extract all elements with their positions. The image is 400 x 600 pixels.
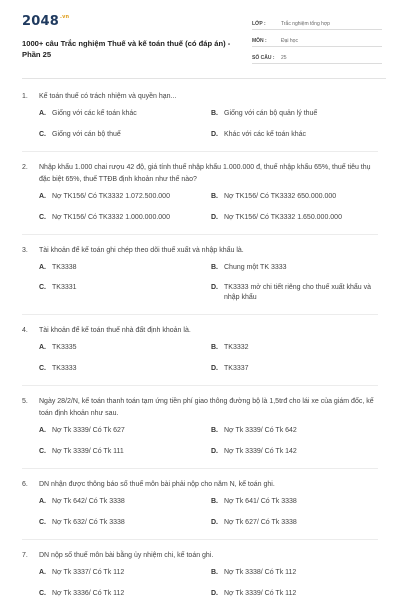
question-item [22, 479, 378, 528]
option-letter: A. [39, 569, 46, 576]
option-text: Giống với cán bộ thuế [52, 131, 121, 138]
option-text: TK3332 [224, 344, 249, 351]
option-text: Chung một TK 3333 [224, 264, 287, 271]
question-divider [22, 314, 378, 315]
question-header [22, 162, 378, 186]
answer-option[interactable] [39, 447, 211, 457]
answer-option[interactable] [39, 568, 211, 578]
option-grid [39, 109, 378, 140]
answer-option[interactable] [39, 364, 211, 374]
option-letter: D. [211, 214, 218, 221]
header [22, 14, 382, 72]
answer-option[interactable] [211, 589, 383, 599]
question-number: 7. [22, 552, 28, 559]
option-text: Nợ TK156/ Có TK3332 1.650.000.000 [224, 214, 342, 221]
option-letter: D. [211, 590, 218, 597]
answer-option[interactable] [39, 192, 211, 202]
meta-row-count [252, 50, 382, 64]
option-letter: B. [211, 344, 218, 351]
answer-option[interactable] [211, 426, 383, 436]
question-number: 1. [22, 93, 28, 100]
answer-option[interactable] [211, 213, 383, 223]
option-text: Giống với các kế toán khác [52, 110, 137, 117]
question-divider [22, 234, 378, 235]
question-item [22, 245, 378, 303]
option-letter: A. [39, 498, 46, 505]
option-text: Nợ Tk 3339/ Có Tk 111 [52, 448, 124, 455]
question-item [22, 162, 378, 223]
question-divider [22, 539, 378, 540]
meta-row-subject [252, 33, 382, 47]
answer-option[interactable] [39, 497, 211, 507]
answer-option[interactable] [211, 518, 383, 528]
question-text: Kế toán thuế có trách nhiệm và quyền hạn... [39, 93, 177, 100]
answer-option[interactable] [39, 426, 211, 436]
answer-option[interactable] [39, 130, 211, 140]
question-text: Nhập khẩu 1.000 chai rượu 42 độ, giá tính thuế nhập khẩu 1.000.000 đ, thuế nhập khẩu 65%, thuế tiêu thụ đặc biệt 65%, thuế TTĐB định khoản như thế nào? [39, 164, 371, 183]
answer-option[interactable] [39, 589, 211, 599]
question-text: DN nộp số thuế môn bài bằng ủy nhiệm chi, kế toán ghi. [39, 552, 214, 559]
option-letter: D. [211, 284, 218, 291]
option-text: Nợ Tk 3338/ Có Tk 112 [224, 569, 297, 576]
answer-option[interactable] [211, 283, 383, 303]
meta-panel [252, 14, 382, 72]
answer-option[interactable] [211, 364, 383, 374]
answer-option[interactable] [211, 343, 383, 353]
option-letter: A. [39, 344, 46, 351]
option-letter: C. [39, 448, 46, 455]
question-number: 4. [22, 327, 28, 334]
question-divider [22, 385, 378, 386]
option-letter: C. [39, 365, 46, 372]
question-header [22, 396, 378, 420]
option-text: Nợ TK156/ Có TK3332 1.000.000.000 [52, 214, 170, 221]
option-text: Nợ Tk 3339/ Có Tk 112 [224, 590, 297, 597]
option-text: Nợ Tk 3339/ Có Tk 642 [224, 427, 297, 434]
question-text: Ngày 28/2/N, kế toán thanh toán tạm ứng tiền phí giao thông đường bộ là 1,5trđ cho lái xe của giám đốc, kế toán định khoản như sau. [39, 398, 374, 417]
meta-value: Đại học [281, 38, 298, 44]
option-text: TK3333 [52, 365, 77, 372]
answer-option[interactable] [39, 109, 211, 119]
option-letter: A. [39, 110, 46, 117]
option-text: Khác với các kế toán khác [224, 131, 307, 138]
question-item [22, 550, 378, 599]
option-text: Nợ Tk 3339/ Có Tk 627 [52, 427, 125, 434]
question-number: 3. [22, 247, 28, 254]
answer-option[interactable] [211, 568, 383, 578]
option-text: Nợ Tk 3337/ Có Tk 112 [52, 569, 125, 576]
question-item [22, 396, 378, 457]
option-grid [39, 192, 378, 223]
option-letter: B. [211, 569, 218, 576]
question-text: DN nhận được thông báo số thuế môn bài phải nộp cho năm N, kế toán ghi. [39, 481, 275, 488]
option-letter: D. [211, 519, 218, 526]
option-letter: D. [211, 365, 218, 372]
question-header [22, 91, 378, 103]
meta-label: SỐ CÂU : [252, 55, 275, 61]
option-letter: A. [39, 193, 46, 200]
answer-option[interactable] [211, 497, 383, 507]
option-grid [39, 263, 378, 303]
logo-text: 2048 [22, 14, 59, 29]
option-letter: A. [39, 264, 46, 271]
answer-option[interactable] [211, 109, 383, 119]
option-text: TK3337 [224, 365, 249, 372]
question-header [22, 550, 378, 562]
option-text: Nợ Tk 632/ Có Tk 3338 [52, 519, 125, 526]
option-grid [39, 343, 378, 374]
meta-label: LỚP : [252, 21, 266, 27]
option-letter: C. [39, 131, 46, 138]
question-text: Tài khoản để kế toán ghi chép theo dõi thuế xuất và nhập khẩu là. [39, 247, 244, 254]
option-letter: C. [39, 214, 46, 221]
option-letter: C. [39, 284, 46, 291]
header-left [22, 14, 247, 72]
meta-label: MÔN : [252, 38, 267, 44]
option-text: Nợ Tk 641/ Có Tk 3338 [224, 498, 297, 505]
option-letter: B. [211, 498, 218, 505]
option-text: Nợ Tk 3336/ Có Tk 112 [52, 590, 125, 597]
answer-option[interactable] [211, 192, 383, 202]
option-text: TK3333 mở chi tiết riêng cho thuế xuất khẩu và nhập khẩu [224, 284, 372, 301]
option-letter: A. [39, 427, 46, 434]
question-list [22, 91, 378, 599]
question-number: 2. [22, 164, 28, 171]
option-text: Nợ Tk 3339/ Có Tk 142 [224, 448, 297, 455]
option-letter: D. [211, 448, 218, 455]
question-item [22, 325, 378, 374]
meta-value: Trắc nghiệm tổng hợp [281, 21, 330, 27]
option-letter: C. [39, 590, 46, 597]
question-text: Tài khoản để kế toán thuế nhà đất định khoản là. [39, 327, 191, 334]
logo-suffix: .vn [59, 14, 70, 20]
answer-option[interactable] [39, 213, 211, 223]
answer-option[interactable] [39, 518, 211, 528]
option-grid [39, 497, 378, 528]
option-grid [39, 568, 378, 599]
option-letter: B. [211, 193, 218, 200]
question-header [22, 325, 378, 337]
option-grid [39, 426, 378, 457]
option-letter: B. [211, 110, 218, 117]
question-header [22, 245, 378, 257]
option-letter: D. [211, 131, 218, 138]
answer-option[interactable] [39, 343, 211, 353]
option-text: Giống với cán bộ quản lý thuế [224, 110, 318, 117]
option-letter: B. [211, 427, 218, 434]
answer-option[interactable] [39, 283, 211, 303]
logo[interactable] [22, 14, 247, 29]
option-text: TK3338 [52, 264, 77, 271]
option-text: TK3331 [52, 284, 77, 291]
question-item [22, 91, 378, 140]
question-number: 5. [22, 398, 28, 405]
question-divider [22, 151, 378, 152]
option-letter: C. [39, 519, 46, 526]
answer-option[interactable] [211, 130, 383, 140]
answer-option[interactable] [211, 447, 383, 457]
header-divider [22, 78, 386, 79]
answer-option[interactable] [211, 263, 383, 273]
option-text: TK3335 [52, 344, 77, 351]
option-text: Nợ TK156/ Có TK3332 650.000.000 [224, 193, 337, 200]
question-header [22, 479, 378, 491]
option-letter: B. [211, 264, 218, 271]
option-text: Nợ TK156/ Có TK3332 1.072.500.000 [52, 193, 170, 200]
meta-value: 25 [281, 55, 287, 61]
question-divider [22, 468, 378, 469]
meta-row-class [252, 16, 382, 30]
option-text: Nợ Tk 642/ Có Tk 3338 [52, 498, 125, 505]
document-title: 1000+ câu Trắc nghiệm Thuế và kế toán thuế (có đáp án) - Phần 25 [22, 39, 231, 59]
option-text: Nợ Tk 627/ Có Tk 3338 [224, 519, 297, 526]
question-number: 6. [22, 481, 28, 488]
answer-option[interactable] [39, 263, 211, 273]
